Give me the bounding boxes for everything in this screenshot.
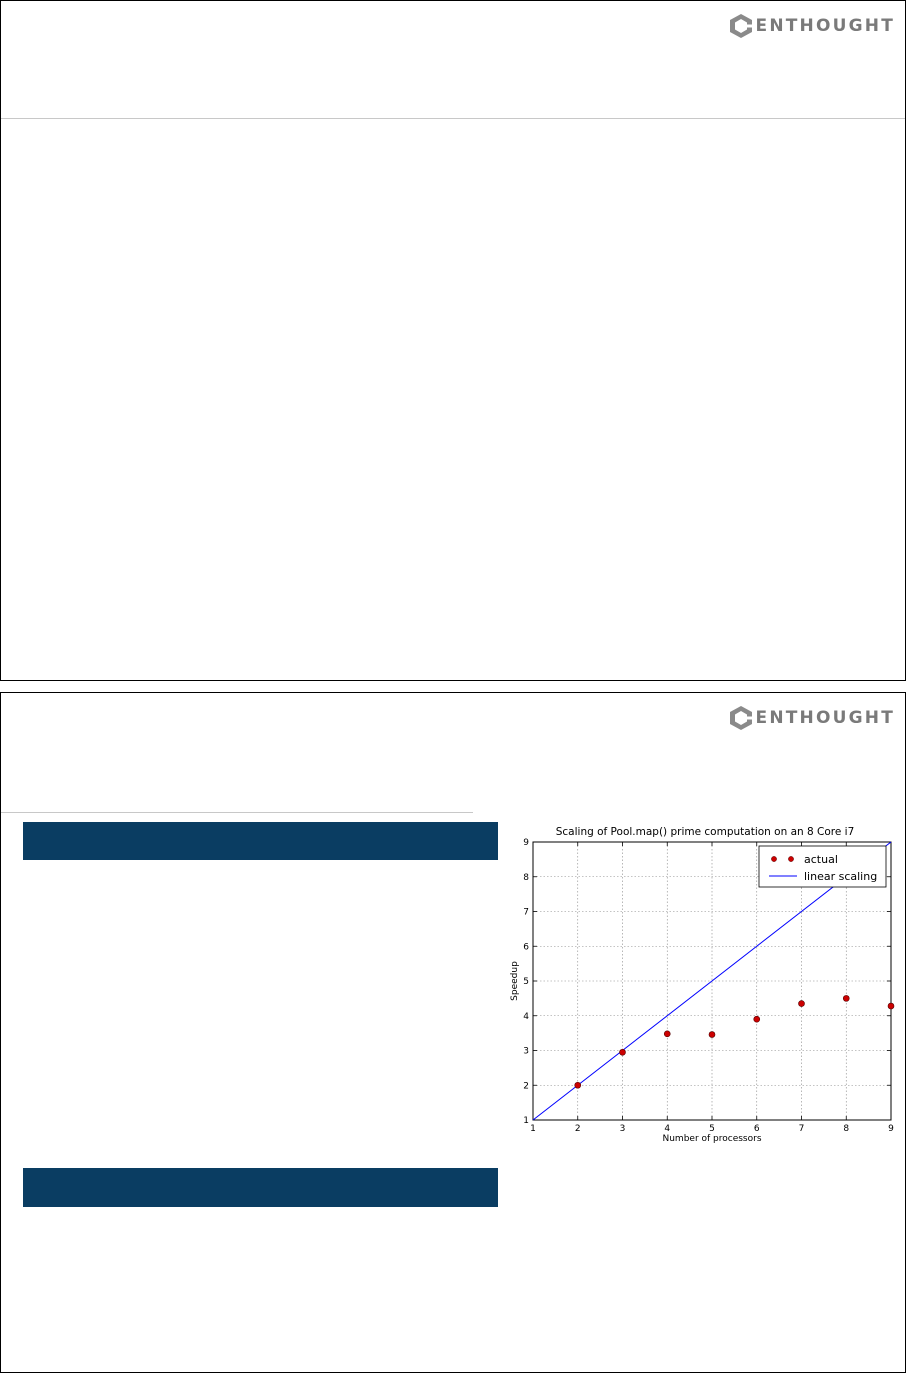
chart-title: Scaling of Pool.map() prime computation on an 8 Core i7 [555, 826, 855, 838]
y-tick-label: 4 [523, 1011, 529, 1022]
y-tick-label: 2 [523, 1081, 529, 1092]
y-tick-label: 6 [523, 942, 529, 953]
x-tick-label: 9 [888, 1124, 894, 1134]
enthought-logo [728, 703, 896, 733]
x-tick-label: 5 [709, 1124, 715, 1134]
x-axis-label: Number of processors [662, 1134, 762, 1144]
x-tick-label: 4 [664, 1124, 671, 1134]
actual-data-point [888, 1003, 894, 1009]
enthought-logo [728, 11, 896, 41]
section-header-bar [23, 822, 498, 860]
x-tick-label: 8 [843, 1124, 850, 1134]
enthought-logo-icon [728, 13, 754, 39]
section-header-bar [23, 1168, 498, 1207]
x-tick-label: 2 [574, 1124, 581, 1134]
actual-data-point [843, 995, 849, 1001]
y-tick-label: 7 [523, 907, 529, 918]
y-tick-label: 1 [523, 1116, 529, 1126]
actual-data-point [575, 1082, 581, 1088]
y-tick-label: 8 [523, 872, 529, 883]
x-tick-label: 7 [798, 1124, 805, 1134]
actual-data-point [754, 1016, 760, 1022]
slide-2 [0, 692, 906, 1373]
x-tick-label: 3 [619, 1124, 626, 1134]
y-tick-label: 5 [523, 977, 529, 987]
x-tick-label: 6 [753, 1124, 760, 1134]
actual-data-point [709, 1032, 715, 1038]
logo-text: ENTHOUGHT [755, 708, 895, 728]
actual-data-point [799, 1001, 805, 1007]
legend-label-linear: linear scaling [804, 870, 878, 883]
y-tick-label: 3 [523, 1046, 529, 1057]
y-axis-label: Speedup [510, 961, 520, 1001]
y-tick-label: 9 [523, 838, 529, 848]
speedup-chart [501, 821, 905, 1151]
actual-data-point [664, 1031, 670, 1037]
enthought-logo-icon [728, 705, 754, 731]
legend-marker-actual [788, 856, 793, 861]
header-divider [1, 812, 473, 813]
logo-text: ENTHOUGHT [755, 16, 895, 36]
x-tick-label: 1 [530, 1124, 536, 1134]
legend-label-actual: actual [804, 853, 838, 866]
header-divider [1, 118, 905, 119]
chart-legend [759, 846, 886, 887]
legend-marker-actual [771, 856, 776, 861]
actual-data-point [620, 1049, 626, 1055]
slide-1 [0, 0, 906, 681]
